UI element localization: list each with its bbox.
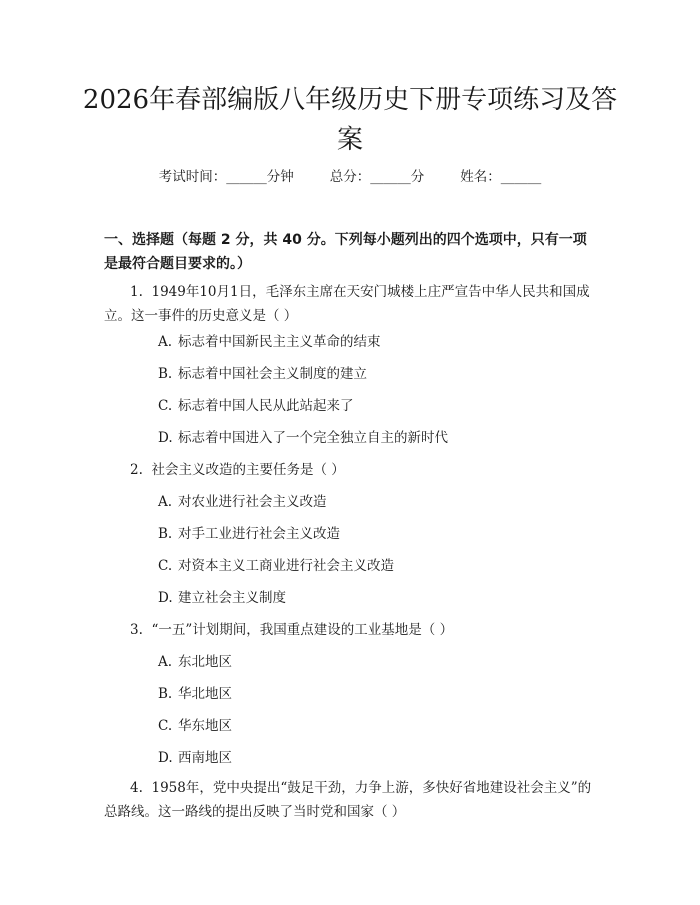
question-text: 社会主义改造的主要任务是（ ） xyxy=(151,462,345,478)
exam-time-label: 考试时间： xyxy=(158,169,227,185)
question-1-option-a xyxy=(158,332,598,352)
option-text: 西南地区 xyxy=(178,750,232,766)
option-text: 标志着中国进入了一个完全独立自主的新时代 xyxy=(178,430,448,446)
option-letter: C. xyxy=(158,718,173,734)
section-heading: 一、选择题（每题 2 分，共 40 分。下列每小题列出的四个选项中，只有一项是最符合题目要求的。） xyxy=(104,232,587,272)
question-2-option-c xyxy=(158,556,598,576)
question-1-option-c xyxy=(158,396,598,416)
question-2-option-b xyxy=(158,524,598,544)
exam-info-line xyxy=(0,167,700,187)
option-letter: D. xyxy=(158,430,173,446)
question-3 xyxy=(104,618,598,642)
option-letter: A. xyxy=(158,494,173,510)
option-text: 对手工业进行社会主义改造 xyxy=(178,526,340,542)
question-4 xyxy=(104,776,598,824)
option-letter: C. xyxy=(158,398,173,414)
option-letter: D. xyxy=(158,750,173,766)
option-text: 华东地区 xyxy=(178,718,232,734)
exam-time-unit: 分钟 xyxy=(266,169,294,185)
question-2-option-a xyxy=(158,492,598,512)
question-2 xyxy=(104,458,598,482)
option-text: 标志着中国人民从此站起来了 xyxy=(178,398,354,414)
question-number: 1. xyxy=(130,284,143,300)
exam-time-blank: ______ xyxy=(226,169,267,185)
question-number: 3. xyxy=(130,622,143,638)
option-text: 对资本主义工商业进行社会主义改造 xyxy=(178,558,394,574)
option-letter: B. xyxy=(158,686,173,702)
exam-score-blank: ______ xyxy=(370,169,411,185)
question-1-option-d xyxy=(158,428,598,448)
option-text: 标志着中国社会主义制度的建立 xyxy=(178,366,367,382)
question-2-option-d xyxy=(158,588,598,608)
option-letter: B. xyxy=(158,526,173,542)
option-text: 对农业进行社会主义改造 xyxy=(178,494,327,510)
option-text: 华北地区 xyxy=(178,686,232,702)
question-3-option-b xyxy=(158,684,598,704)
option-text: 标志着中国新民主主义革命的结束 xyxy=(178,334,381,350)
question-1-option-b xyxy=(158,364,598,384)
option-text: 建立社会主义制度 xyxy=(178,590,286,606)
option-text: 东北地区 xyxy=(178,654,232,670)
exam-score-label: 总分： xyxy=(329,169,371,185)
exam-name-label: 姓名： xyxy=(460,169,501,185)
option-letter: C. xyxy=(158,558,173,574)
exam-name-blank: ______ xyxy=(500,169,542,185)
question-text: 1958年，党中央提出“鼓足干劲，力争上游，多快好省地建设社会主义”的总路线。这一路线的提出反映了当时党和国家（ ） xyxy=(104,780,592,820)
option-letter: A. xyxy=(158,654,173,670)
question-number: 2. xyxy=(130,462,143,478)
question-3-option-a xyxy=(158,652,598,672)
question-3-option-d xyxy=(158,748,598,768)
option-letter: D. xyxy=(158,590,173,606)
option-letter: A. xyxy=(158,334,173,350)
exam-score-unit: 分 xyxy=(410,169,425,185)
question-3-option-c xyxy=(158,716,598,736)
question-text: “一五”计划期间，我国重点建设的工业基地是（ ） xyxy=(151,622,454,638)
document-title: 2026年春部编版八年级历史下册专项练习及答案 xyxy=(82,85,618,155)
question-text: 1949年10月1日，毛泽东主席在天安门城楼上庄严宣告中华人民共和国成立。这一事件的历史意义是（ ） xyxy=(104,284,590,324)
question-1 xyxy=(104,280,598,328)
option-letter: B. xyxy=(158,366,173,382)
question-number: 4. xyxy=(130,780,143,796)
